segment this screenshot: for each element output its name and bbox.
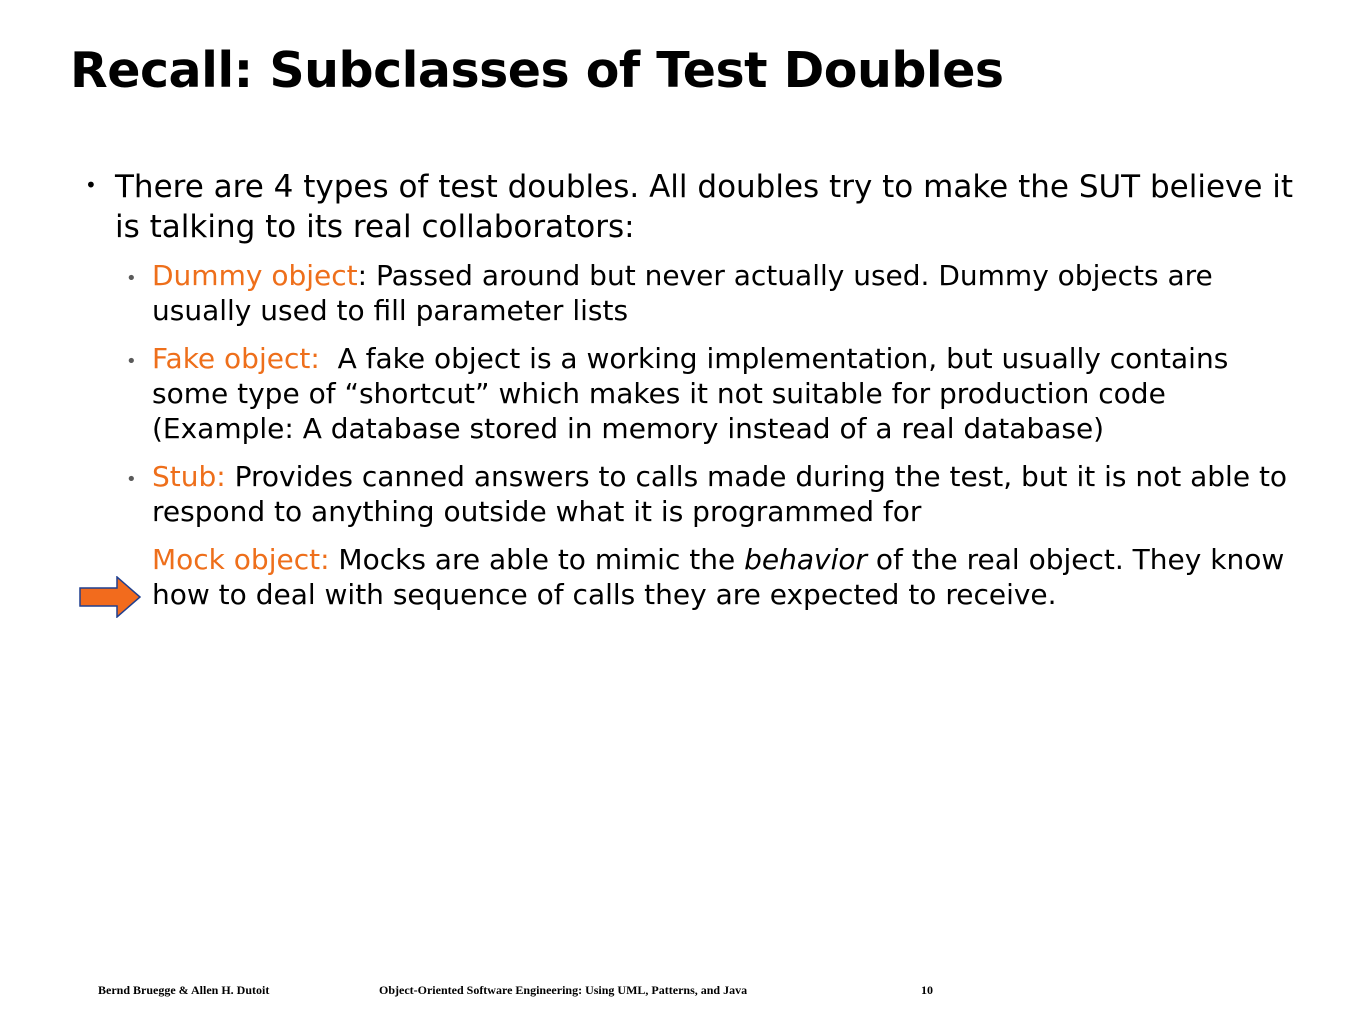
description-dummy-object: : Passed around but never actually used. Dummy objects are usually used to fill parameter lists — [152, 259, 1213, 327]
intro-bullet — [85, 167, 1295, 247]
intro-text: There are 4 types of test doubles. All doubles try to make the SUT believe it is talking to its real collaborators: — [115, 169, 1294, 245]
list-item-mock-object — [126, 542, 1301, 612]
list-item-dummy-object — [126, 258, 1301, 328]
list-item-stub — [126, 459, 1301, 529]
bullet-dot: • — [126, 268, 137, 289]
list-item-fake-object — [126, 341, 1301, 446]
bullet-dot: • — [126, 351, 137, 372]
footer-page-number: 10 — [921, 983, 933, 997]
bullet-dot: • — [126, 469, 137, 490]
bullet-dot: • — [85, 173, 97, 197]
right-arrow-icon — [79, 576, 141, 618]
term-fake-object: Fake object: — [152, 342, 320, 375]
term-dummy-object: Dummy object — [152, 259, 358, 292]
term-stub: Stub: — [152, 460, 226, 493]
description-stub: Provides canned answers to calls made during the test, but it is not able to respond to anything outside what it is programmed for — [152, 460, 1288, 528]
footer-authors: Bernd Bruegge & Allen H. Dutoit — [98, 983, 270, 997]
test-double-list — [126, 258, 1301, 625]
footer-book-title: Object-Oriented Software Engineering: Using UML, Patterns, and Java — [379, 983, 748, 997]
emphasis-behavior: behavior — [744, 543, 867, 576]
description-fake-object: A fake object is a working implementation, but usually contains some type of “shortcut” which makes it not suitable for production code (Example: A database stored in memory instead of a real database) — [152, 342, 1238, 445]
term-mock-object: Mock object: — [152, 543, 330, 576]
description-mock-object-end: of the real object. They know how to deal with sequence of calls they are expected to receive. — [152, 543, 1285, 611]
description-mock-object: Mocks are able to mimic the — [329, 543, 745, 576]
slide-title: Recall: Subclasses of Test Doubles — [70, 42, 1004, 99]
